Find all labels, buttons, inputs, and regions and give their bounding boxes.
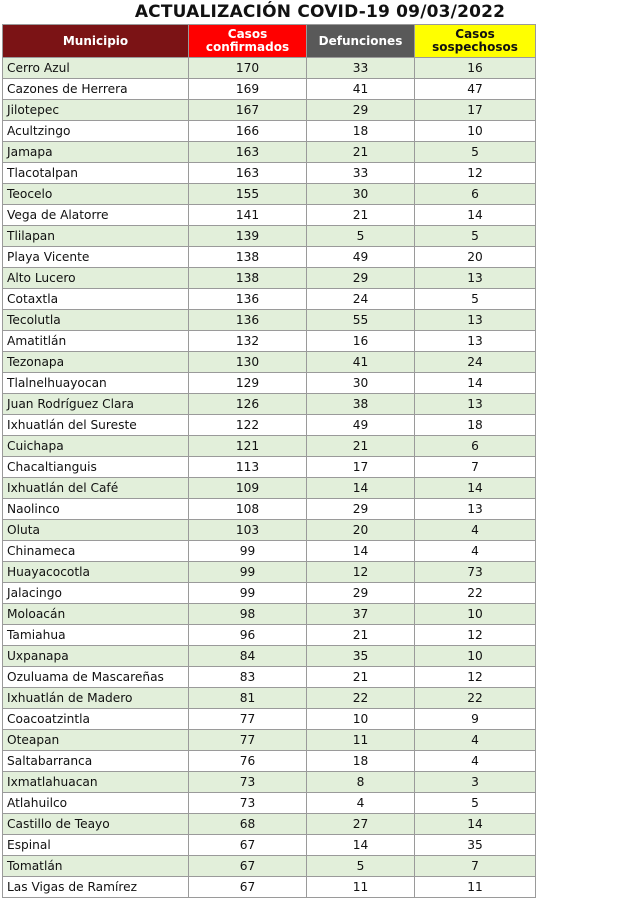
cell-casos-sospechosos: 7: [415, 856, 536, 877]
table-row: [3, 520, 536, 541]
table-row: [3, 751, 536, 772]
table-row: [3, 352, 536, 373]
table-row: [3, 499, 536, 520]
cell-casos-sospechosos: 12: [415, 667, 536, 688]
cell-defunciones: 49: [307, 247, 415, 268]
header-row: [3, 25, 536, 58]
cell-casos-confirmados: 130: [189, 352, 307, 373]
cell-casos-sospechosos: 13: [415, 310, 536, 331]
cell-municipio: Chinameca: [3, 541, 189, 562]
cell-casos-confirmados: 68: [189, 814, 307, 835]
table-row: [3, 205, 536, 226]
table-row: [3, 793, 536, 814]
cell-casos-confirmados: 136: [189, 289, 307, 310]
cell-defunciones: 10: [307, 709, 415, 730]
cell-municipio: Castillo de Teayo: [3, 814, 189, 835]
table-row: [3, 121, 536, 142]
table-body: [3, 58, 536, 898]
cell-casos-sospechosos: 14: [415, 814, 536, 835]
table-row: [3, 877, 536, 898]
page-title: ACTUALIZACIÓN COVID-19 09/03/2022: [134, 2, 506, 22]
table-row: [3, 247, 536, 268]
cell-defunciones: 14: [307, 478, 415, 499]
table-row: [3, 541, 536, 562]
cell-casos-sospechosos: 13: [415, 499, 536, 520]
table-row: [3, 646, 536, 667]
cell-casos-confirmados: 163: [189, 142, 307, 163]
cell-casos-sospechosos: 14: [415, 478, 536, 499]
cell-municipio: Moloacán: [3, 604, 189, 625]
cell-casos-sospechosos: 13: [415, 394, 536, 415]
table-row: [3, 310, 536, 331]
cell-casos-confirmados: 167: [189, 100, 307, 121]
cell-municipio: Chacaltianguis: [3, 457, 189, 478]
cell-casos-confirmados: 99: [189, 583, 307, 604]
cell-casos-confirmados: 67: [189, 856, 307, 877]
cell-municipio: Alto Lucero: [3, 268, 189, 289]
cell-casos-sospechosos: 10: [415, 646, 536, 667]
cell-defunciones: 33: [307, 58, 415, 79]
cell-casos-confirmados: 84: [189, 646, 307, 667]
table-row: [3, 163, 536, 184]
cell-casos-sospechosos: 5: [415, 226, 536, 247]
cell-municipio: Tlilapan: [3, 226, 189, 247]
cell-defunciones: 12: [307, 562, 415, 583]
cell-defunciones: 17: [307, 457, 415, 478]
cell-casos-confirmados: 73: [189, 772, 307, 793]
cell-casos-confirmados: 76: [189, 751, 307, 772]
table-row: [3, 604, 536, 625]
cell-municipio: Atlahuilco: [3, 793, 189, 814]
cell-casos-sospechosos: 73: [415, 562, 536, 583]
cell-casos-confirmados: 73: [189, 793, 307, 814]
cell-casos-sospechosos: 9: [415, 709, 536, 730]
cell-municipio: Amatitlán: [3, 331, 189, 352]
cell-casos-sospechosos: 3: [415, 772, 536, 793]
cell-casos-sospechosos: 13: [415, 331, 536, 352]
cell-municipio: Saltabarranca: [3, 751, 189, 772]
cell-defunciones: 20: [307, 520, 415, 541]
cell-municipio: Cerro Azul: [3, 58, 189, 79]
cell-casos-sospechosos: 22: [415, 688, 536, 709]
cell-casos-sospechosos: 7: [415, 457, 536, 478]
cell-casos-sospechosos: 47: [415, 79, 536, 100]
cell-municipio: Huayacocotla: [3, 562, 189, 583]
cell-defunciones: 29: [307, 499, 415, 520]
table-row: [3, 688, 536, 709]
cell-municipio: Coacoatzintla: [3, 709, 189, 730]
cell-casos-confirmados: 136: [189, 310, 307, 331]
cell-municipio: Jilotepec: [3, 100, 189, 121]
cell-defunciones: 29: [307, 583, 415, 604]
cell-casos-confirmados: 67: [189, 877, 307, 898]
table-row: [3, 331, 536, 352]
cell-defunciones: 21: [307, 142, 415, 163]
table-row: [3, 730, 536, 751]
table-row: [3, 226, 536, 247]
cell-casos-confirmados: 96: [189, 625, 307, 646]
cell-defunciones: 41: [307, 79, 415, 100]
cell-casos-confirmados: 108: [189, 499, 307, 520]
cell-casos-confirmados: 155: [189, 184, 307, 205]
cell-defunciones: 22: [307, 688, 415, 709]
cell-casos-confirmados: 166: [189, 121, 307, 142]
cell-municipio: Ixmatlahuacan: [3, 772, 189, 793]
cell-defunciones: 55: [307, 310, 415, 331]
table-row: [3, 100, 536, 121]
cell-defunciones: 37: [307, 604, 415, 625]
table-row: [3, 667, 536, 688]
table-row: [3, 814, 536, 835]
cell-defunciones: 14: [307, 541, 415, 562]
table-row: [3, 457, 536, 478]
cell-casos-confirmados: 126: [189, 394, 307, 415]
cell-casos-sospechosos: 4: [415, 730, 536, 751]
cell-casos-sospechosos: 5: [415, 289, 536, 310]
cell-municipio: Playa Vicente: [3, 247, 189, 268]
cell-municipio: Las Vigas de Ramírez: [3, 877, 189, 898]
cell-casos-confirmados: 121: [189, 436, 307, 457]
cell-municipio: Vega de Alatorre: [3, 205, 189, 226]
table-row: [3, 58, 536, 79]
covid-table: [2, 24, 536, 898]
cell-municipio: Oluta: [3, 520, 189, 541]
cell-casos-sospechosos: 16: [415, 58, 536, 79]
header-defunciones: Defunciones: [307, 25, 415, 58]
cell-defunciones: 8: [307, 772, 415, 793]
table-row: [3, 835, 536, 856]
cell-defunciones: 21: [307, 205, 415, 226]
cell-casos-confirmados: 98: [189, 604, 307, 625]
cell-defunciones: 41: [307, 352, 415, 373]
cell-defunciones: 18: [307, 121, 415, 142]
table-row: [3, 373, 536, 394]
cell-defunciones: 21: [307, 667, 415, 688]
cell-defunciones: 18: [307, 751, 415, 772]
cell-casos-confirmados: 129: [189, 373, 307, 394]
cell-casos-sospechosos: 17: [415, 100, 536, 121]
cell-municipio: Ixhuatlán del Café: [3, 478, 189, 499]
cell-casos-sospechosos: 4: [415, 541, 536, 562]
cell-casos-sospechosos: 5: [415, 142, 536, 163]
cell-municipio: Oteapan: [3, 730, 189, 751]
cell-casos-sospechosos: 18: [415, 415, 536, 436]
table-row: [3, 394, 536, 415]
cell-casos-confirmados: 139: [189, 226, 307, 247]
cell-municipio: Jamapa: [3, 142, 189, 163]
cell-casos-confirmados: 109: [189, 478, 307, 499]
cell-casos-confirmados: 81: [189, 688, 307, 709]
cell-defunciones: 21: [307, 436, 415, 457]
cell-municipio: Acultzingo: [3, 121, 189, 142]
cell-casos-confirmados: 77: [189, 730, 307, 751]
table-row: [3, 583, 536, 604]
cell-defunciones: 21: [307, 625, 415, 646]
cell-casos-confirmados: 113: [189, 457, 307, 478]
cell-casos-confirmados: 138: [189, 247, 307, 268]
cell-defunciones: 29: [307, 268, 415, 289]
cell-defunciones: 35: [307, 646, 415, 667]
cell-municipio: Teocelo: [3, 184, 189, 205]
cell-defunciones: 29: [307, 100, 415, 121]
cell-municipio: Ixhuatlán del Sureste: [3, 415, 189, 436]
cell-municipio: Cotaxtla: [3, 289, 189, 310]
cell-defunciones: 4: [307, 793, 415, 814]
cell-casos-confirmados: 138: [189, 268, 307, 289]
table-row: [3, 856, 536, 877]
cell-casos-sospechosos: 12: [415, 163, 536, 184]
table-row: [3, 289, 536, 310]
cell-casos-sospechosos: 5: [415, 793, 536, 814]
cell-defunciones: 5: [307, 856, 415, 877]
table-row: [3, 415, 536, 436]
cell-municipio: Tezonapa: [3, 352, 189, 373]
cell-casos-sospechosos: 10: [415, 604, 536, 625]
cell-casos-sospechosos: 13: [415, 268, 536, 289]
table-row: [3, 184, 536, 205]
cell-casos-sospechosos: 22: [415, 583, 536, 604]
cell-municipio: Juan Rodríguez Clara: [3, 394, 189, 415]
cell-defunciones: 24: [307, 289, 415, 310]
cell-casos-confirmados: 132: [189, 331, 307, 352]
cell-defunciones: 33: [307, 163, 415, 184]
cell-casos-sospechosos: 6: [415, 436, 536, 457]
cell-defunciones: 49: [307, 415, 415, 436]
cell-casos-sospechosos: 4: [415, 520, 536, 541]
cell-casos-sospechosos: 10: [415, 121, 536, 142]
cell-municipio: Ixhuatlán de Madero: [3, 688, 189, 709]
header-municipio: Municipio: [3, 25, 189, 58]
cell-defunciones: 11: [307, 730, 415, 751]
cell-casos-confirmados: 141: [189, 205, 307, 226]
cell-defunciones: 38: [307, 394, 415, 415]
table-row: [3, 772, 536, 793]
cell-casos-sospechosos: 24: [415, 352, 536, 373]
table-row: [3, 142, 536, 163]
header-casos-confirmados: Casos confirmados: [189, 25, 307, 58]
table-row: [3, 625, 536, 646]
cell-casos-sospechosos: 14: [415, 205, 536, 226]
cell-municipio: Tomatlán: [3, 856, 189, 877]
cell-municipio: Espinal: [3, 835, 189, 856]
cell-casos-confirmados: 67: [189, 835, 307, 856]
cell-casos-sospechosos: 35: [415, 835, 536, 856]
cell-defunciones: 27: [307, 814, 415, 835]
cell-casos-sospechosos: 6: [415, 184, 536, 205]
cell-municipio: Tecolutla: [3, 310, 189, 331]
cell-casos-confirmados: 163: [189, 163, 307, 184]
header-casos-sospechosos: Casos sospechosos: [415, 25, 536, 58]
table-row: [3, 562, 536, 583]
cell-municipio: Naolinco: [3, 499, 189, 520]
cell-casos-sospechosos: 20: [415, 247, 536, 268]
cell-casos-sospechosos: 14: [415, 373, 536, 394]
cell-defunciones: 16: [307, 331, 415, 352]
cell-casos-sospechosos: 4: [415, 751, 536, 772]
cell-municipio: Cuichapa: [3, 436, 189, 457]
cell-municipio: Cazones de Herrera: [3, 79, 189, 100]
table-row: [3, 478, 536, 499]
cell-defunciones: 30: [307, 373, 415, 394]
cell-defunciones: 30: [307, 184, 415, 205]
cell-casos-confirmados: 122: [189, 415, 307, 436]
table-row: [3, 79, 536, 100]
cell-defunciones: 5: [307, 226, 415, 247]
cell-municipio: Tlalnelhuayocan: [3, 373, 189, 394]
cell-casos-confirmados: 99: [189, 541, 307, 562]
cell-casos-confirmados: 170: [189, 58, 307, 79]
table-row: [3, 268, 536, 289]
cell-casos-confirmados: 77: [189, 709, 307, 730]
cell-municipio: Jalacingo: [3, 583, 189, 604]
cell-municipio: Ozuluama de Mascareñas: [3, 667, 189, 688]
cell-casos-sospechosos: 11: [415, 877, 536, 898]
cell-casos-confirmados: 169: [189, 79, 307, 100]
cell-municipio: Uxpanapa: [3, 646, 189, 667]
table-row: [3, 709, 536, 730]
cell-casos-sospechosos: 12: [415, 625, 536, 646]
cell-municipio: Tlacotalpan: [3, 163, 189, 184]
cell-defunciones: 11: [307, 877, 415, 898]
cell-casos-confirmados: 103: [189, 520, 307, 541]
cell-defunciones: 14: [307, 835, 415, 856]
cell-casos-confirmados: 83: [189, 667, 307, 688]
table-row: [3, 436, 536, 457]
cell-casos-confirmados: 99: [189, 562, 307, 583]
cell-municipio: Tamiahua: [3, 625, 189, 646]
